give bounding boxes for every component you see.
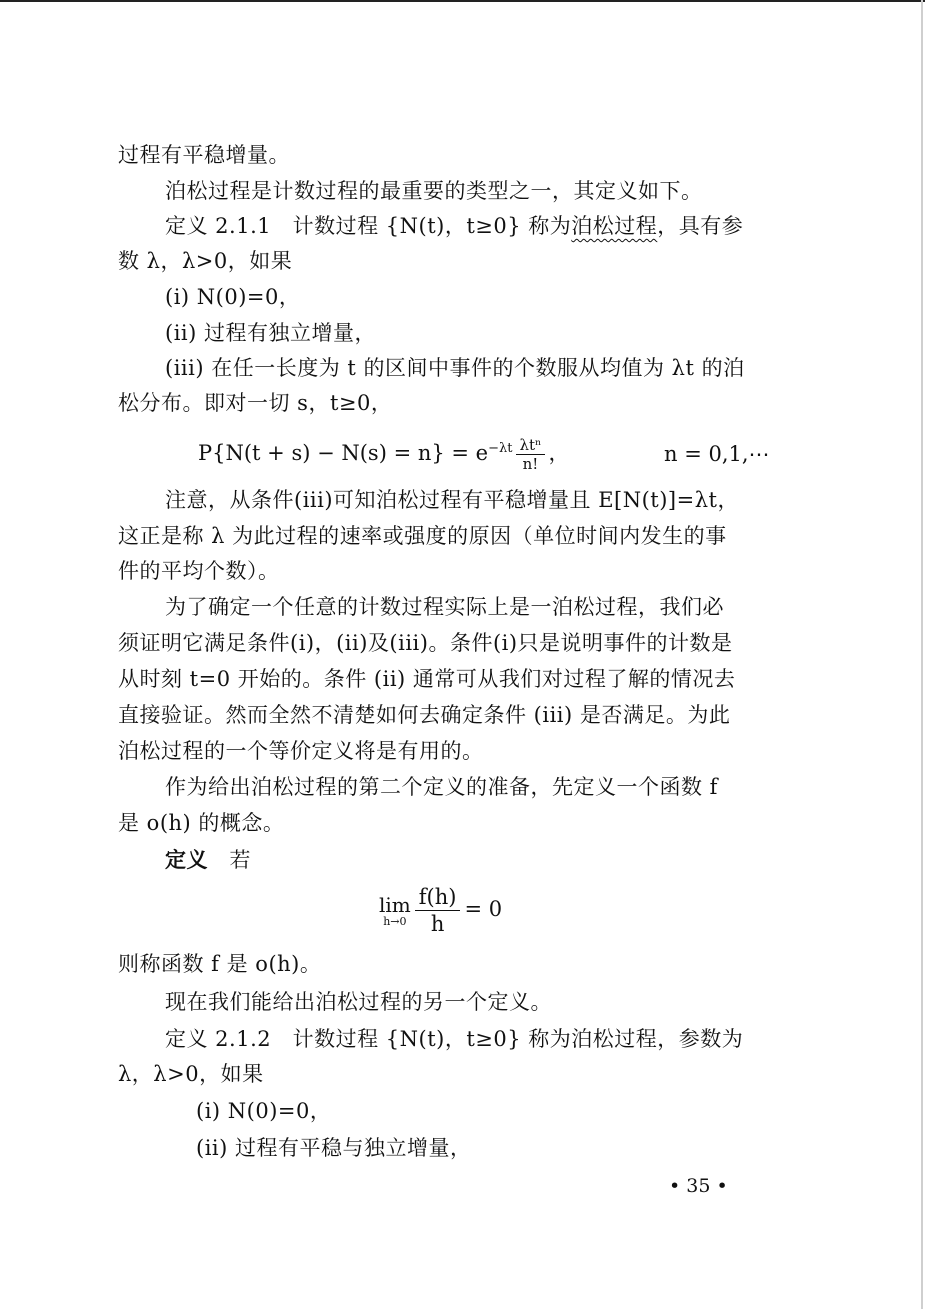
formula-fraction bbox=[516, 437, 544, 473]
fraction-numerator: λtⁿ bbox=[516, 437, 544, 455]
condition-i: (i) N(0)=0， bbox=[165, 285, 301, 309]
text-span: 定义 2.1.1 计数过程 {N(t)，t≥0} 称为 bbox=[165, 214, 572, 238]
text-line: 过程有平稳增量。 bbox=[118, 143, 290, 167]
formula-exponent: −λt bbox=[488, 441, 513, 456]
condition-ii: (ii) 过程有平稳与独立增量， bbox=[196, 1136, 472, 1160]
limit-fraction bbox=[415, 884, 461, 937]
text-line: 是 o(h) 的概念。 bbox=[118, 811, 285, 835]
limit-operator bbox=[379, 894, 411, 928]
text-line: 这正是称 λ 为此过程的速率或强度的原因（单位时间内发生的事 bbox=[118, 524, 727, 548]
limit-word: lim bbox=[379, 892, 411, 917]
definition-2-1-1-line bbox=[165, 209, 743, 243]
condition-ii: (ii) 过程有独立增量， bbox=[165, 321, 376, 345]
top-rule bbox=[0, 0, 925, 2]
text-line: 为了确定一个任意的计数过程实际上是一泊松过程，我们必 bbox=[165, 595, 724, 619]
formula-rhs: = 0 bbox=[464, 897, 503, 921]
formula-comma: ， bbox=[548, 441, 570, 465]
text-line: 须证明它满足条件(i)，(ii)及(iii)。条件(i)只是说明事件的计数是 bbox=[118, 631, 733, 655]
text-line: 泊松过程的一个等价定义将是有用的。 bbox=[118, 739, 484, 763]
definition-o-h-line bbox=[165, 843, 251, 877]
text-span: ，具有参 bbox=[657, 214, 744, 238]
fraction-numerator: f(h) bbox=[415, 884, 461, 911]
poisson-distribution-formula bbox=[198, 432, 570, 473]
text-line: 数 λ，λ>0，如果 bbox=[118, 249, 293, 273]
formula-lhs: P{N(t + s) − N(s) = n} = e bbox=[198, 441, 489, 465]
scan-edge-line bbox=[921, 0, 923, 1309]
fraction-denominator: n! bbox=[522, 454, 539, 473]
condition-i: (i) N(0)=0， bbox=[196, 1099, 332, 1123]
condition-iii: (iii) 在任一长度为 t 的区间中事件的个数服从均值为 λt 的泊 bbox=[165, 356, 745, 380]
page-number: • 35 • bbox=[669, 1175, 728, 1197]
text-line: 泊松过程是计数过程的最重要的类型之一，其定义如下。 bbox=[165, 179, 703, 203]
text-line: 注意，从条件(iii)可知泊松过程有平稳增量且 E[N(t)]=λt， bbox=[165, 488, 739, 512]
text-line: 作为给出泊松过程的第二个定义的准备，先定义一个函数 f bbox=[165, 775, 718, 799]
text-line: 直接验证。然而全然不清楚如何去确定条件 (iii) 是否满足。为此 bbox=[118, 703, 731, 727]
definition-heading: 定义 bbox=[165, 847, 208, 872]
text-line: 现在我们能给出泊松过程的另一个定义。 bbox=[165, 990, 552, 1014]
formula-range: n = 0,1,⋯ bbox=[664, 442, 770, 466]
text-line: λ，λ>0，如果 bbox=[118, 1062, 264, 1086]
poisson-process-term: 泊松过程 bbox=[571, 214, 658, 238]
text-line: 从时刻 t=0 开始的。条件 (ii) 通常可从我们对过程了解的情况去 bbox=[118, 667, 736, 691]
definition-2-1-2-line: 定义 2.1.2 计数过程 {N(t)，t≥0} 称为泊松过程，参数为 bbox=[165, 1027, 744, 1051]
limit-subscript: h→0 bbox=[383, 914, 407, 928]
text-line: 则称函数 f 是 o(h)。 bbox=[118, 952, 322, 976]
text-line: 松分布。即对一切 s，t≥0， bbox=[118, 391, 393, 415]
fraction-denominator: h bbox=[430, 912, 445, 936]
limit-formula bbox=[379, 884, 502, 937]
text-span: 若 bbox=[229, 848, 251, 872]
text-line: 件的平均个数）。 bbox=[118, 559, 280, 583]
